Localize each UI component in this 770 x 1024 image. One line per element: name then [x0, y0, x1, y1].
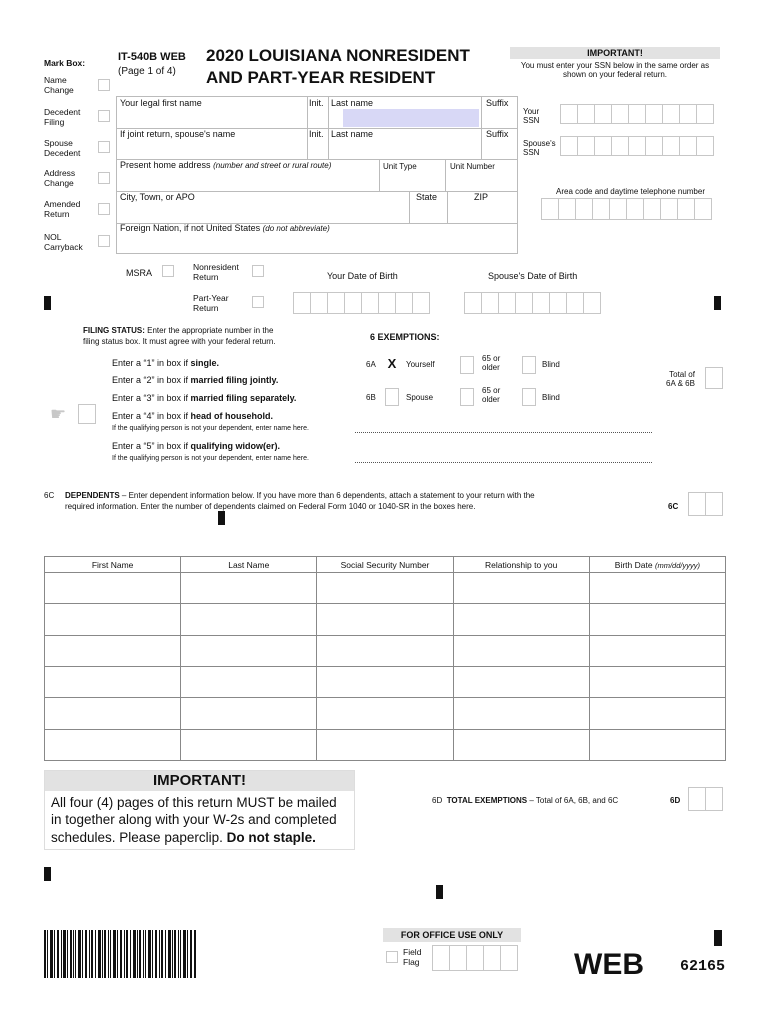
filing-status-input[interactable] [78, 404, 96, 424]
spouse-blind-label: Blind [542, 393, 560, 402]
form-number: 62165 [680, 958, 726, 975]
yourself-blind-label: Blind [542, 360, 560, 369]
scan-mark [714, 296, 721, 310]
total-6a-6b-input[interactable] [705, 367, 723, 389]
important-text: You must enter your SSN below in the same order as shown on your federal return. [520, 61, 710, 80]
form-title-line2: AND PART-YEAR RESIDENT [206, 68, 436, 87]
nol-carryback-checkbox[interactable] [98, 235, 110, 247]
table-row [45, 604, 726, 635]
partyear-checkbox[interactable] [252, 296, 264, 308]
spouse-dob-input[interactable] [464, 292, 600, 314]
scan-mark [436, 885, 443, 899]
important-mailing-title: IMPORTANT! [45, 771, 354, 791]
yourself-blind-checkbox[interactable] [522, 356, 536, 374]
table-row [45, 729, 726, 760]
spouse-decedent-checkbox[interactable] [98, 141, 110, 153]
6c-label: 6C [44, 491, 55, 500]
spouse-dob-label: Spouse's Date of Birth [488, 271, 578, 281]
col-ssn: Social Security Number [317, 557, 453, 573]
6c-code: 6C [668, 502, 679, 511]
first-name-label: Your legal first name [120, 98, 202, 108]
scan-mark [44, 867, 51, 881]
your-dob-label: Your Date of Birth [327, 271, 398, 281]
yourself-label: Yourself [406, 360, 435, 369]
field-flag-checkbox[interactable] [386, 951, 398, 963]
col-relationship: Relationship to you [453, 557, 589, 573]
last-name-input[interactable] [343, 109, 479, 127]
exemptions-heading: 6 EXEMPTIONS: [370, 332, 440, 342]
important-mailing-text: All four (4) pages of this return MUST be mailed in together along with your W-2s and completed schedules. Please paperclip. Do not staple. [51, 795, 337, 845]
address-label: Present home address (number and street or rural route) [120, 160, 332, 170]
form-id: IT-540B WEB [118, 51, 186, 63]
spouse-label: Spouse [406, 393, 434, 402]
6b-label: 6B [366, 393, 376, 402]
decedent-filing-checkbox[interactable] [98, 110, 110, 122]
init-label: Init. [309, 98, 324, 108]
total-exemptions-input[interactable] [688, 787, 722, 811]
important-title: IMPORTANT! [510, 47, 720, 59]
form-title-line1: 2020 LOUISIANA NONRESIDENT [206, 46, 470, 65]
6d-code: 6D [670, 796, 681, 805]
amended-return-checkbox[interactable] [98, 203, 110, 215]
filing-option-3: Enter a “3” in box if married filing separately. [112, 393, 297, 403]
pointing-hand-icon: ☛ [50, 404, 67, 424]
suffix-label: Suffix [486, 98, 509, 108]
col-first-name: First Name [45, 557, 181, 573]
yourself-65-checkbox[interactable] [460, 356, 474, 374]
yourself-checkbox[interactable]: X [385, 356, 399, 372]
web-mark: WEB [574, 948, 644, 981]
spouse-ssn-label: Spouse's SSN [523, 139, 556, 158]
mark-address-change-label: Address Change [44, 168, 76, 188]
filing-option-4: Enter a “4” in box if head of household. [112, 411, 274, 421]
spouse-ssn-input[interactable] [560, 136, 713, 156]
filing-status-heading: FILING STATUS: Enter the appropriate number in the [83, 326, 274, 335]
filing-option-2: Enter a “2” in box if married filing jointly. [112, 375, 279, 385]
phone-input[interactable] [541, 198, 711, 220]
address-change-checkbox[interactable] [98, 172, 110, 184]
page-number: (Page 1 of 4) [118, 66, 176, 77]
qualifying-name-4-input[interactable] [355, 432, 652, 433]
your-ssn-input[interactable] [560, 104, 713, 124]
dependents-text-2: required information. Enter the number of dependents claimed on Federal Form 1040 or 1040-SR in the boxes here. [65, 502, 476, 511]
table-row [45, 573, 726, 604]
dependents-text-1: DEPENDENTS – Enter dependent information below. If you have more than 6 dependents, attach a statement to your return with the [65, 491, 535, 500]
spouse-init-label: Init. [309, 129, 324, 139]
col-birth-date: Birth Date (mm/dd/yyyy) [589, 557, 725, 573]
your-ssn-label: Your SSN [523, 107, 540, 126]
state-label: State [416, 192, 438, 202]
office-use-title: FOR OFFICE USE ONLY [383, 928, 521, 942]
scan-mark [714, 930, 722, 946]
msra-checkbox[interactable] [162, 265, 174, 277]
mark-name-change-label: Name Change [44, 75, 74, 95]
zip-label: ZIP [474, 192, 489, 202]
scan-mark [218, 511, 225, 525]
qualifying-note-4: If the qualifying person is not your dependent, enter name here. [112, 425, 309, 432]
total-6a-6b-label: Total of 6A & 6B [666, 370, 695, 389]
unit-type-label: Unit Type [383, 162, 417, 171]
spouse-65-checkbox[interactable] [460, 388, 474, 406]
spouse-65-label: 65 or older [482, 386, 501, 405]
last-name-label: Last name [331, 98, 374, 108]
6a-label: 6A [366, 360, 376, 369]
spouse-last-name-label: Last name [331, 129, 374, 139]
6d-label: 6D TOTAL EXEMPTIONS – Total of 6A, 6B, and 6C [432, 796, 619, 805]
your-dob-input[interactable] [293, 292, 429, 314]
table-row [45, 666, 726, 697]
mark-amended-label: Amended Return [44, 199, 81, 219]
unit-number-label: Unit Number [450, 162, 495, 171]
nonresident-checkbox[interactable] [252, 265, 264, 277]
dependents-table [44, 556, 726, 761]
mark-nol-label: NOL Carryback [44, 232, 83, 252]
barcode-image [44, 930, 196, 978]
foreign-nation-label: Foreign Nation, if not United States (do not abbreviate) [120, 223, 330, 233]
dependents-count-input[interactable] [688, 492, 722, 516]
filing-option-1: Enter a “1” in box if single. [112, 358, 220, 368]
important-mailing-box [44, 770, 355, 850]
important-ssn-box [510, 47, 720, 87]
filing-option-5: Enter a “5” in box if qualifying widow(er). [112, 441, 281, 451]
spouse-name-label: If joint return, spouse's name [120, 129, 236, 139]
yourself-65-label: 65 or older [482, 354, 501, 373]
spouse-suffix-label: Suffix [486, 129, 509, 139]
table-row [45, 698, 726, 729]
phone-label: Area code and daytime telephone number [556, 187, 705, 196]
partyear-label: Part-Year Return [193, 293, 229, 313]
qualifying-name-5-input[interactable] [355, 462, 652, 463]
mark-box-label: Mark Box: [44, 58, 86, 68]
field-flag-label: Field Flag [403, 947, 422, 967]
office-use-input[interactable] [432, 945, 517, 971]
qualifying-note-5: If the qualifying person is not your dependent, enter name here. [112, 455, 309, 462]
name-change-checkbox[interactable] [98, 79, 110, 91]
mark-spouse-decedent-label: Spouse Decedent [44, 138, 81, 158]
col-last-name: Last Name [181, 557, 317, 573]
table-row [45, 635, 726, 666]
nonresident-label: Nonresident Return [193, 262, 239, 282]
filing-status-heading-2: filing status box. It must agree with your federal return. [83, 337, 276, 346]
spouse-blind-checkbox[interactable] [522, 388, 536, 406]
msra-label: MSRA [126, 268, 153, 278]
scan-mark [44, 296, 51, 310]
spouse-checkbox[interactable] [385, 388, 399, 406]
city-label: City, Town, or APO [120, 192, 195, 202]
mark-decedent-label: Decedent Filing [44, 107, 81, 127]
